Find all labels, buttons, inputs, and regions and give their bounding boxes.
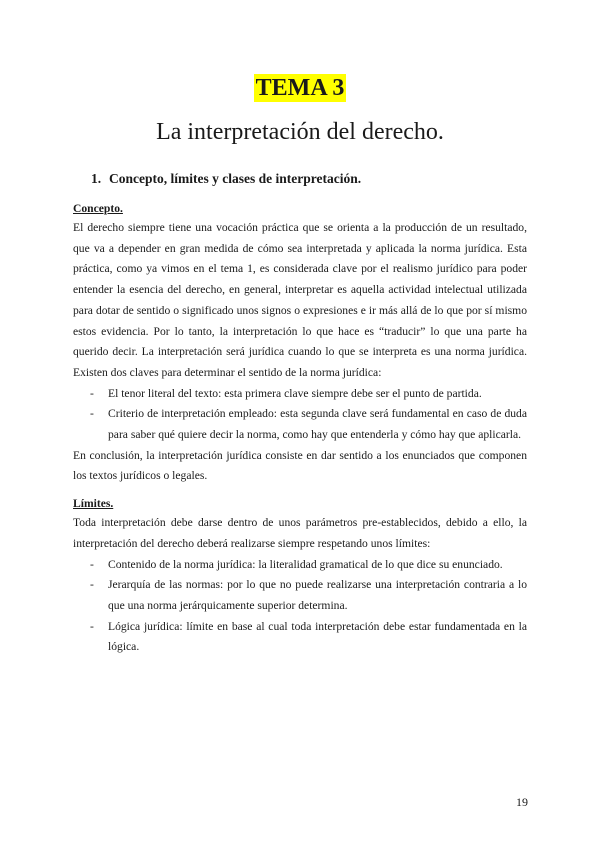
list-item-text: Criterio de interpretación empleado: esta segunda clave será fundamental en caso de duda para saber qué quiere decir la norma, como hay que entenderla y cómo hay que aplicarla.: [108, 407, 527, 442]
list-marker: -: [90, 578, 94, 592]
list-item: [73, 404, 527, 445]
concepto-conclusion: En conclusión, la interpretación jurídica consiste en dar sentido a los enunciados que componen los textos jurídicos o legales.: [73, 448, 527, 483]
section-heading-text: Concepto, límites y clases de interpretación.: [109, 171, 362, 186]
limites-heading: Límites.: [73, 497, 114, 511]
page-number: 19: [516, 795, 528, 809]
concepto-list: [73, 384, 527, 446]
section-heading: [91, 170, 361, 188]
concepto-paragraph: El derecho siempre tiene una vocación práctica que se orienta a la producción de un resultado, que va a depender en gran medida de cómo sea interpretada y aplicada la norma jurídica. Esta práctica, como ya vimos en el tema 1, es considerada clave por el realismo jurídico para poder entender la esencia del derecho, en general, interpretar es aquella actividad intelectual utilizada para dotar de sentido o significado unos signos o expresiones e ir más allá de lo que por sí mismo estos evidencia. Por lo tanto, la interpretación lo que hace es “traducir” lo que una parte ha querido decir. La interpretación será jurídica cuando lo que se interpreta es una norma jurídica. Existen dos claves para determinar el sentido de la norma jurídica:: [73, 221, 527, 379]
list-item: [73, 617, 527, 658]
list-marker: -: [90, 557, 94, 571]
section-gap: [73, 487, 527, 494]
list-marker: -: [90, 619, 94, 633]
limites-paragraph: Toda interpretación debe darse dentro de unos parámetros pre-establecidos, debido a ello, la interpretación del derecho deberá realizarse siempre respetando unos límites:: [73, 516, 527, 550]
document-body: [73, 199, 527, 658]
list-item-text: Jerarquía de las normas: por lo que no puede realizarse una interpretación contraria a lo que una norma jerárquicamente superior determina.: [108, 578, 527, 612]
tema-heading-wrap: [0, 74, 600, 102]
tema-heading: TEMA 3: [255, 75, 345, 101]
list-item-text: El tenor literal del texto: esta primera clave siempre debe ser el punto de partida.: [108, 386, 482, 400]
list-item-text: Contenido de la norma jurídica: la literalidad gramatical de lo que dice su enunciado.: [108, 557, 503, 571]
limites-list: [73, 555, 527, 659]
concepto-heading: Concepto.: [73, 202, 123, 215]
section-number: 1.: [91, 171, 102, 186]
list-item-text: Lógica jurídica: límite en base al cual toda interpretación debe estar fundamentada en la lógica.: [108, 619, 527, 654]
list-item: [73, 555, 527, 576]
list-marker: -: [90, 386, 94, 400]
page-title: La interpretación del derecho.: [156, 119, 444, 145]
list-item: [73, 384, 527, 405]
list-marker: -: [90, 407, 94, 421]
list-item: [73, 575, 527, 616]
